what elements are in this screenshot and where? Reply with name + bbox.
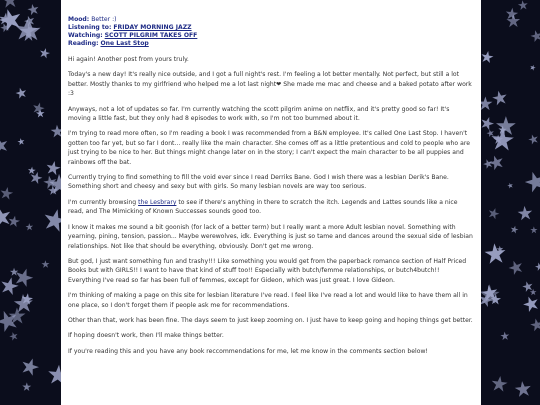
star-icon bbox=[27, 3, 40, 16]
paragraph-text: I'm currently browsing bbox=[68, 198, 139, 206]
watching-link[interactable]: SCOTT PILGRIM TAKES OFF bbox=[104, 32, 198, 39]
star-icon bbox=[507, 258, 525, 275]
star-icon bbox=[530, 289, 537, 296]
star-icon bbox=[534, 262, 540, 272]
watching-label: Watching: bbox=[68, 32, 103, 39]
reading-link[interactable]: One Last Stop bbox=[100, 40, 149, 47]
reading-line bbox=[68, 40, 474, 48]
lesbrary-link[interactable]: the Lesbrary bbox=[138, 198, 177, 206]
post-paragraph: I'm trying to read more often, so I'm reading a book I was recommended from a B&N employee. It's called One Last Stop. I haven't gotten too far yet, but so far I dont... really like the main character. She comes off as a little pretentious and cold to people who are just trying to be nice to her. But things might change later on in the story; I can't expect the main character to be all puppies and rainbows off the bat. bbox=[68, 130, 470, 166]
star-icon bbox=[15, 86, 28, 99]
star-icon bbox=[0, 186, 14, 200]
star-icon bbox=[39, 47, 51, 59]
post-paragraph: Anyways, not a lot of updates so far. I'm currently watching the scott pilgrim anime on netflix, and it's pretty good so far! It's moving a little fast, but they only had 8 episodes to work with, so I'm not too bummed about it. bbox=[68, 105, 450, 123]
star-icon bbox=[505, 7, 519, 20]
star-icon bbox=[480, 50, 494, 64]
star-icon bbox=[22, 382, 31, 391]
star-icon bbox=[491, 89, 508, 106]
star-icon bbox=[529, 317, 540, 332]
star-icon bbox=[0, 135, 10, 154]
post-paragraph: If hoping doesn't work, then I'll make things better. bbox=[68, 332, 224, 340]
star-icon bbox=[496, 116, 516, 135]
star-icon bbox=[529, 29, 540, 43]
star-icon bbox=[510, 225, 519, 234]
reading-label: Reading: bbox=[68, 40, 99, 47]
star-icon bbox=[517, 0, 528, 10]
post-paragraph: If you're reading this and you have any book reccommendations for me, let me know in the comments section below! bbox=[68, 347, 428, 355]
star-icon bbox=[514, 380, 532, 397]
star-icon bbox=[491, 375, 509, 392]
star-icon bbox=[487, 206, 501, 219]
post-paragraph bbox=[68, 198, 474, 217]
star-icon bbox=[8, 215, 21, 228]
star-icon bbox=[0, 275, 20, 296]
star-icon bbox=[500, 331, 509, 340]
post-paragraph: But god, I just want something fun and trashy!!! Like something you would get from the paperback romance section of Half Priced Books but with GIRLS!! I want to have that kind of stuff too!! Especially with butch/femme relationships, or butch4butch!! Everything I've read so far has been full of femmes, except for Gideon, which was just great. I love Gideon. bbox=[68, 257, 467, 284]
star-icon bbox=[517, 205, 533, 220]
star-icon bbox=[1, 0, 18, 8]
star-icon bbox=[507, 182, 514, 189]
star-icon bbox=[521, 280, 534, 292]
blog-post-panel bbox=[61, 0, 481, 405]
star-icon bbox=[19, 356, 41, 377]
star-icon bbox=[527, 133, 539, 145]
post-paragraph: Today's a new day! It's really nice outside, and I got a full night's rest. I'm feeling a lot better mentally. Not perfect, but still a lot better. Mostly thanks to my girlfriend who helped me a lot last night❤ She made me mac and cheese and a baked potato after work :3 bbox=[68, 71, 472, 98]
star-icon bbox=[10, 268, 19, 276]
star-icon bbox=[529, 64, 536, 71]
star-icon bbox=[506, 14, 520, 27]
star-icon bbox=[479, 115, 495, 131]
star-icon bbox=[25, 223, 33, 231]
listening-link[interactable]: FRIDAY MORNING JAZZ bbox=[113, 24, 192, 31]
mood-line bbox=[68, 16, 474, 24]
post-paragraph: I'm thinking of making a page on this site for lesbian literature I've read. I feel like I've read a lot and would like to have them all in one place, so I don't forget them if people ask me for recommendations. bbox=[68, 292, 468, 309]
star-icon bbox=[27, 166, 36, 174]
star-icon bbox=[523, 169, 540, 194]
star-icon bbox=[521, 294, 540, 313]
post-paragraph: Currently trying to find something to fill the void ever since I read Derriks Bane. God I wish there was a lesbian Derik's Bane. Something short and cheesy and sexy but with girls. So many lesbian novels are way too serious. bbox=[68, 174, 449, 191]
mood-label: Mood: bbox=[68, 16, 90, 23]
star-icon bbox=[486, 128, 495, 137]
post-paragraph: Hi again! Another post from yours truly. bbox=[68, 56, 189, 63]
listening-line bbox=[68, 24, 474, 32]
paragraph-text: to see if there's anything in there to scratch the itch. Legends and Lattes sounds like a nice read, and The Mimicking of Known Successes sounds good too. bbox=[68, 198, 458, 216]
star-icon bbox=[13, 266, 36, 288]
post-paragraph: Other than that, work has been fine. The days seem to just keep zooming on. I just have to keep going and hoping things get better. bbox=[68, 316, 473, 324]
star-icon bbox=[8, 331, 19, 341]
mood-value: Better :) bbox=[91, 16, 117, 23]
status-block bbox=[68, 16, 474, 48]
listening-label: Listening to: bbox=[68, 24, 112, 31]
watching-line bbox=[68, 32, 474, 40]
star-icon bbox=[17, 137, 25, 145]
star-icon bbox=[484, 242, 507, 264]
star-icon bbox=[530, 226, 537, 233]
post-paragraph: I know it makes me sound a bit goonish (for lack of a better term) but I really want a more Adult lesbian novel. Something with yearning, pining, tension, passion... Maybe werewolves, idk. Everything is just so tame and dances around the sexual side of lesbian relationships. Not like that should be everything, obviously. Don't get me wrong. bbox=[68, 223, 473, 250]
star-icon bbox=[45, 160, 62, 176]
star-icon bbox=[41, 260, 49, 268]
